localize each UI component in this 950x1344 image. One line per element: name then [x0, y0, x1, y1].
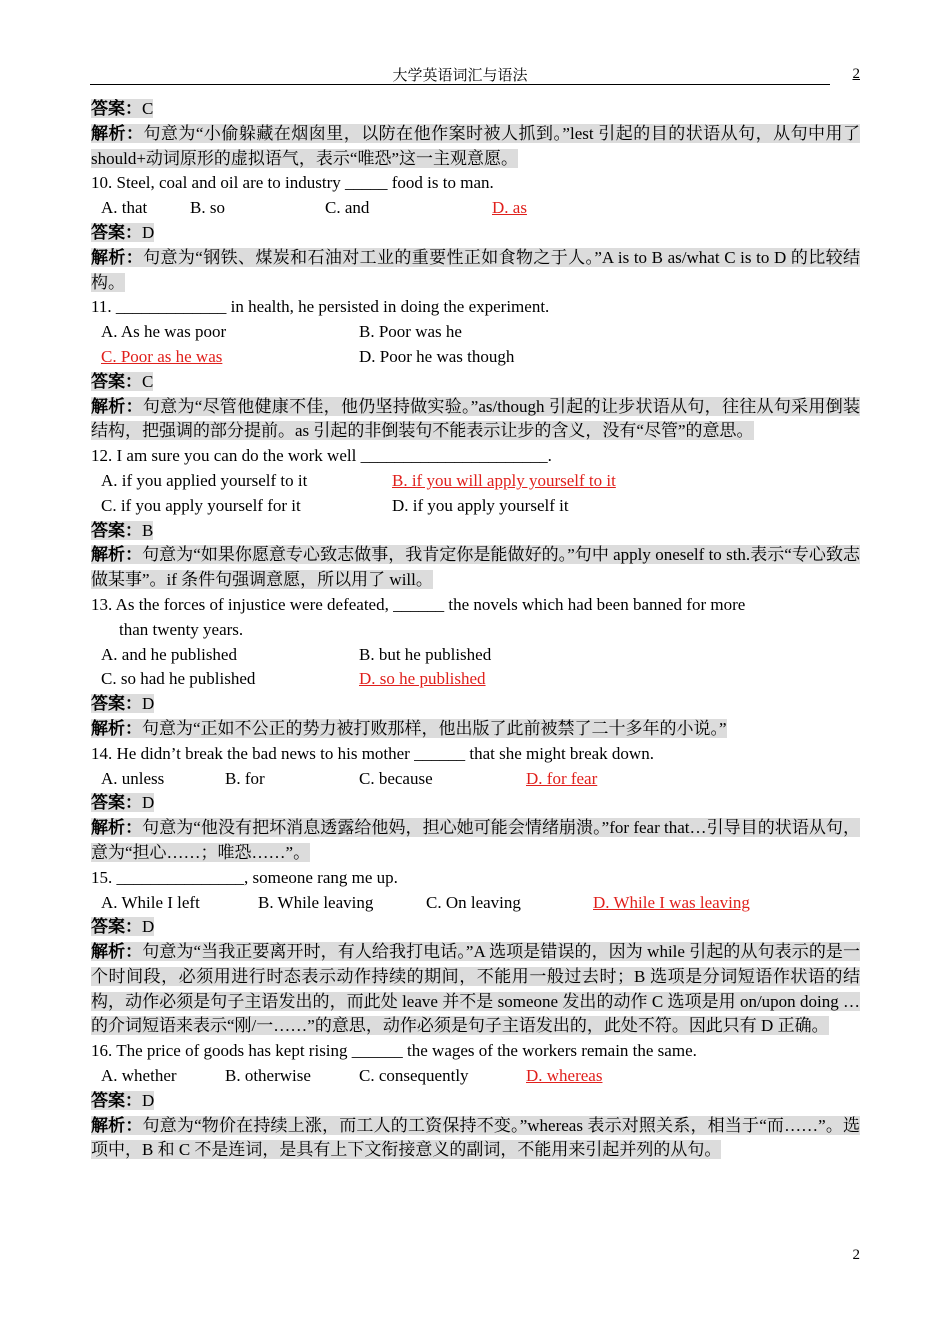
- option-row: [91, 1064, 860, 1089]
- option-c: C. and: [325, 198, 370, 218]
- answer-value: C: [142, 371, 154, 391]
- answer-line: [91, 370, 860, 395]
- answer-label: 答案：: [91, 99, 142, 118]
- answer-label: 答案：: [91, 371, 142, 391]
- option-row: [91, 494, 860, 519]
- explanation-label: 解析：: [91, 818, 143, 838]
- question-stem: 16. The price of goods has kept rising ______ the wages of the workers remain the same.: [91, 1041, 697, 1061]
- option-c: C. so had he published: [101, 669, 256, 689]
- option-row: [91, 891, 860, 916]
- explanation-label: 解析：: [91, 123, 144, 143]
- answer-line: [91, 692, 860, 717]
- explanation-text: 句意为“他没有把坏消息透露给他妈，担心她可能会情绪崩溃。”for fear that…引导目的状语从句，意为“担心……；唯恐……”。: [91, 818, 860, 862]
- option-b: B. for: [225, 768, 265, 788]
- answer-line: [91, 221, 860, 246]
- explanation-label: 解析：: [91, 545, 143, 565]
- answer-label: 答案：: [91, 793, 142, 813]
- page-content: [91, 97, 860, 1163]
- explanation-label: 解析：: [91, 1115, 143, 1135]
- option-row: [91, 320, 860, 345]
- option-d-correct: D. so he published: [359, 669, 486, 689]
- option-c-correct: C. Poor as he was: [101, 346, 223, 366]
- question-stem: 14. He didn’t break the bad news to his mother ______ that she might break down.: [91, 743, 654, 763]
- explanation: [91, 1114, 860, 1164]
- answer-label: 答案：: [91, 917, 142, 937]
- option-b: B. While leaving: [258, 892, 374, 912]
- explanation-text: 句意为“钢铁、煤炭和石油对工业的重要性正如食物之于人。”A is to B as/what C is to D 的比较结构。: [91, 247, 861, 292]
- question-stem-line1: 13. As the forces of injustice were defeated, ______ the novels which had been banned for more: [91, 594, 746, 614]
- explanation-text: 句意为“小偷躲藏在烟囱里，以防在他作案时被人抓到。”lest 引起的目的状语从句，从句中用了 should+动词原形的虚拟语气，表示“唯恐”这一主观意愿。: [91, 123, 860, 168]
- page-header: [90, 64, 860, 90]
- option-c: C. On leaving: [426, 892, 521, 912]
- option-b: B. but he published: [359, 644, 492, 664]
- answer-value: D: [142, 917, 155, 937]
- answer-line: [91, 1089, 860, 1114]
- option-row: [91, 643, 860, 668]
- option-row: [91, 345, 860, 370]
- option-d: D. if you apply yourself it: [392, 495, 569, 515]
- option-d-correct: D. While I was leaving: [593, 892, 750, 912]
- explanation-label: 解析：: [91, 942, 143, 962]
- explanation: [91, 395, 860, 445]
- answer-line: [91, 519, 860, 544]
- explanation-text: 句意为“如果你愿意专心致志做事，我肯定你是能做好的。”句中 apply oneself to sth.表示“专心致志做某事”。if 条件句强调意愿，所以用了 will。: [91, 545, 861, 590]
- option-b: B. otherwise: [225, 1066, 311, 1086]
- question-stem: 10. Steel, coal and oil are to industry _____ food is to man.: [91, 173, 494, 193]
- option-a: A. and he published: [101, 644, 237, 664]
- explanation: [91, 717, 860, 742]
- option-row: [91, 667, 860, 692]
- option-b: B. so: [190, 198, 225, 218]
- option-c: C. if you apply yourself for it: [101, 495, 301, 515]
- answer-value: D: [142, 793, 155, 813]
- option-row: [91, 196, 860, 221]
- explanation: [91, 122, 860, 172]
- question-stem: 15. _______________, someone rang me up.: [91, 867, 398, 887]
- question-stem: [91, 593, 860, 643]
- answer-line: [91, 97, 860, 122]
- question-stem: 12. I am sure you can do the work well ______________________.: [91, 446, 552, 466]
- option-b-correct: B. if you will apply yourself to it: [392, 470, 616, 490]
- explanation-text: 句意为“尽管他健康不佳，他仍坚持做实验。”as/though 引起的让步状语从句，往往从句采用倒装结构，把强调的部分提前。as 引起的非倒装句不能表示让步的含义，没有“尽管”的意思。: [91, 396, 861, 441]
- answer-value: D: [142, 694, 155, 714]
- explanation-text: 句意为“当我正要离开时，有人给我打电话。”A 选项是错误的，因为 while 引起的从句表示的是一个时间段，必须用进行时态表示动作持续的期间，不能用一般过去时；B 选项是分词短语作状语的结构，动作必须是句子主语发出的，而此处 leave 并不是 someone 发出的动作 C 选项是用 on/upon doing …的介词短语来表示“刚/一……”的意思，动作必须是句子主语发出的，此处不符。因此只有 D 正确。: [91, 942, 861, 1036]
- option-d-correct: D. as: [492, 198, 527, 218]
- explanation: [91, 816, 860, 866]
- explanation-label: 解析：: [91, 247, 144, 267]
- explanation: [91, 940, 860, 1039]
- option-a: A. that: [101, 198, 148, 218]
- answer-label: 答案：: [91, 520, 142, 540]
- answer-label: 答案：: [91, 222, 142, 242]
- option-a: A. While I left: [101, 892, 200, 912]
- footer-page-number: 2: [852, 1247, 860, 1263]
- option-a: A. if you applied yourself to it: [101, 470, 308, 490]
- explanation: [91, 543, 860, 593]
- answer-line: [91, 915, 860, 940]
- option-a: A. unless: [101, 768, 165, 788]
- answer-value: C: [142, 99, 154, 118]
- option-row: [91, 767, 860, 792]
- option-c: C. consequently: [359, 1066, 469, 1086]
- explanation-label: 解析：: [91, 718, 142, 738]
- question-stem: 11. _____________ in health, he persisted in doing the experiment.: [91, 297, 550, 317]
- option-b: B. Poor was he: [359, 322, 462, 342]
- option-d: D. Poor he was though: [359, 346, 515, 366]
- answer-value: D: [142, 1090, 155, 1110]
- option-a: A. whether: [101, 1066, 177, 1086]
- answer-value: D: [142, 222, 155, 242]
- header-page-number: 2: [852, 66, 860, 82]
- answer-label: 答案：: [91, 1090, 142, 1110]
- answer-label: 答案：: [91, 694, 142, 714]
- explanation: [91, 246, 860, 296]
- header-title: 大学英语词汇与语法: [392, 68, 528, 84]
- header-rule: [90, 84, 830, 85]
- answer-line: [91, 791, 860, 816]
- explanation-text: 句意为“物价在持续上涨，而工人的工资保持不变。”whereas 表示对照关系，相当于“而……”。选项中，B 和 C 不是连词，是具有上下文衔接意义的副词，不能用来引起并列的从句。: [91, 1115, 861, 1160]
- option-a: A. As he was poor: [101, 322, 227, 342]
- question-stem-line2: than twenty years.: [119, 619, 244, 639]
- explanation-text: 句意为“正如不公正的势力被打败那样，他出版了此前被禁了二十多年的小说。”: [142, 718, 727, 738]
- option-row: [91, 469, 860, 494]
- answer-value: B: [142, 520, 154, 540]
- explanation-label: 解析：: [91, 396, 143, 416]
- option-c: C. because: [359, 768, 433, 788]
- option-d-correct: D. whereas: [526, 1066, 603, 1086]
- option-d-correct: D. for fear: [526, 768, 598, 788]
